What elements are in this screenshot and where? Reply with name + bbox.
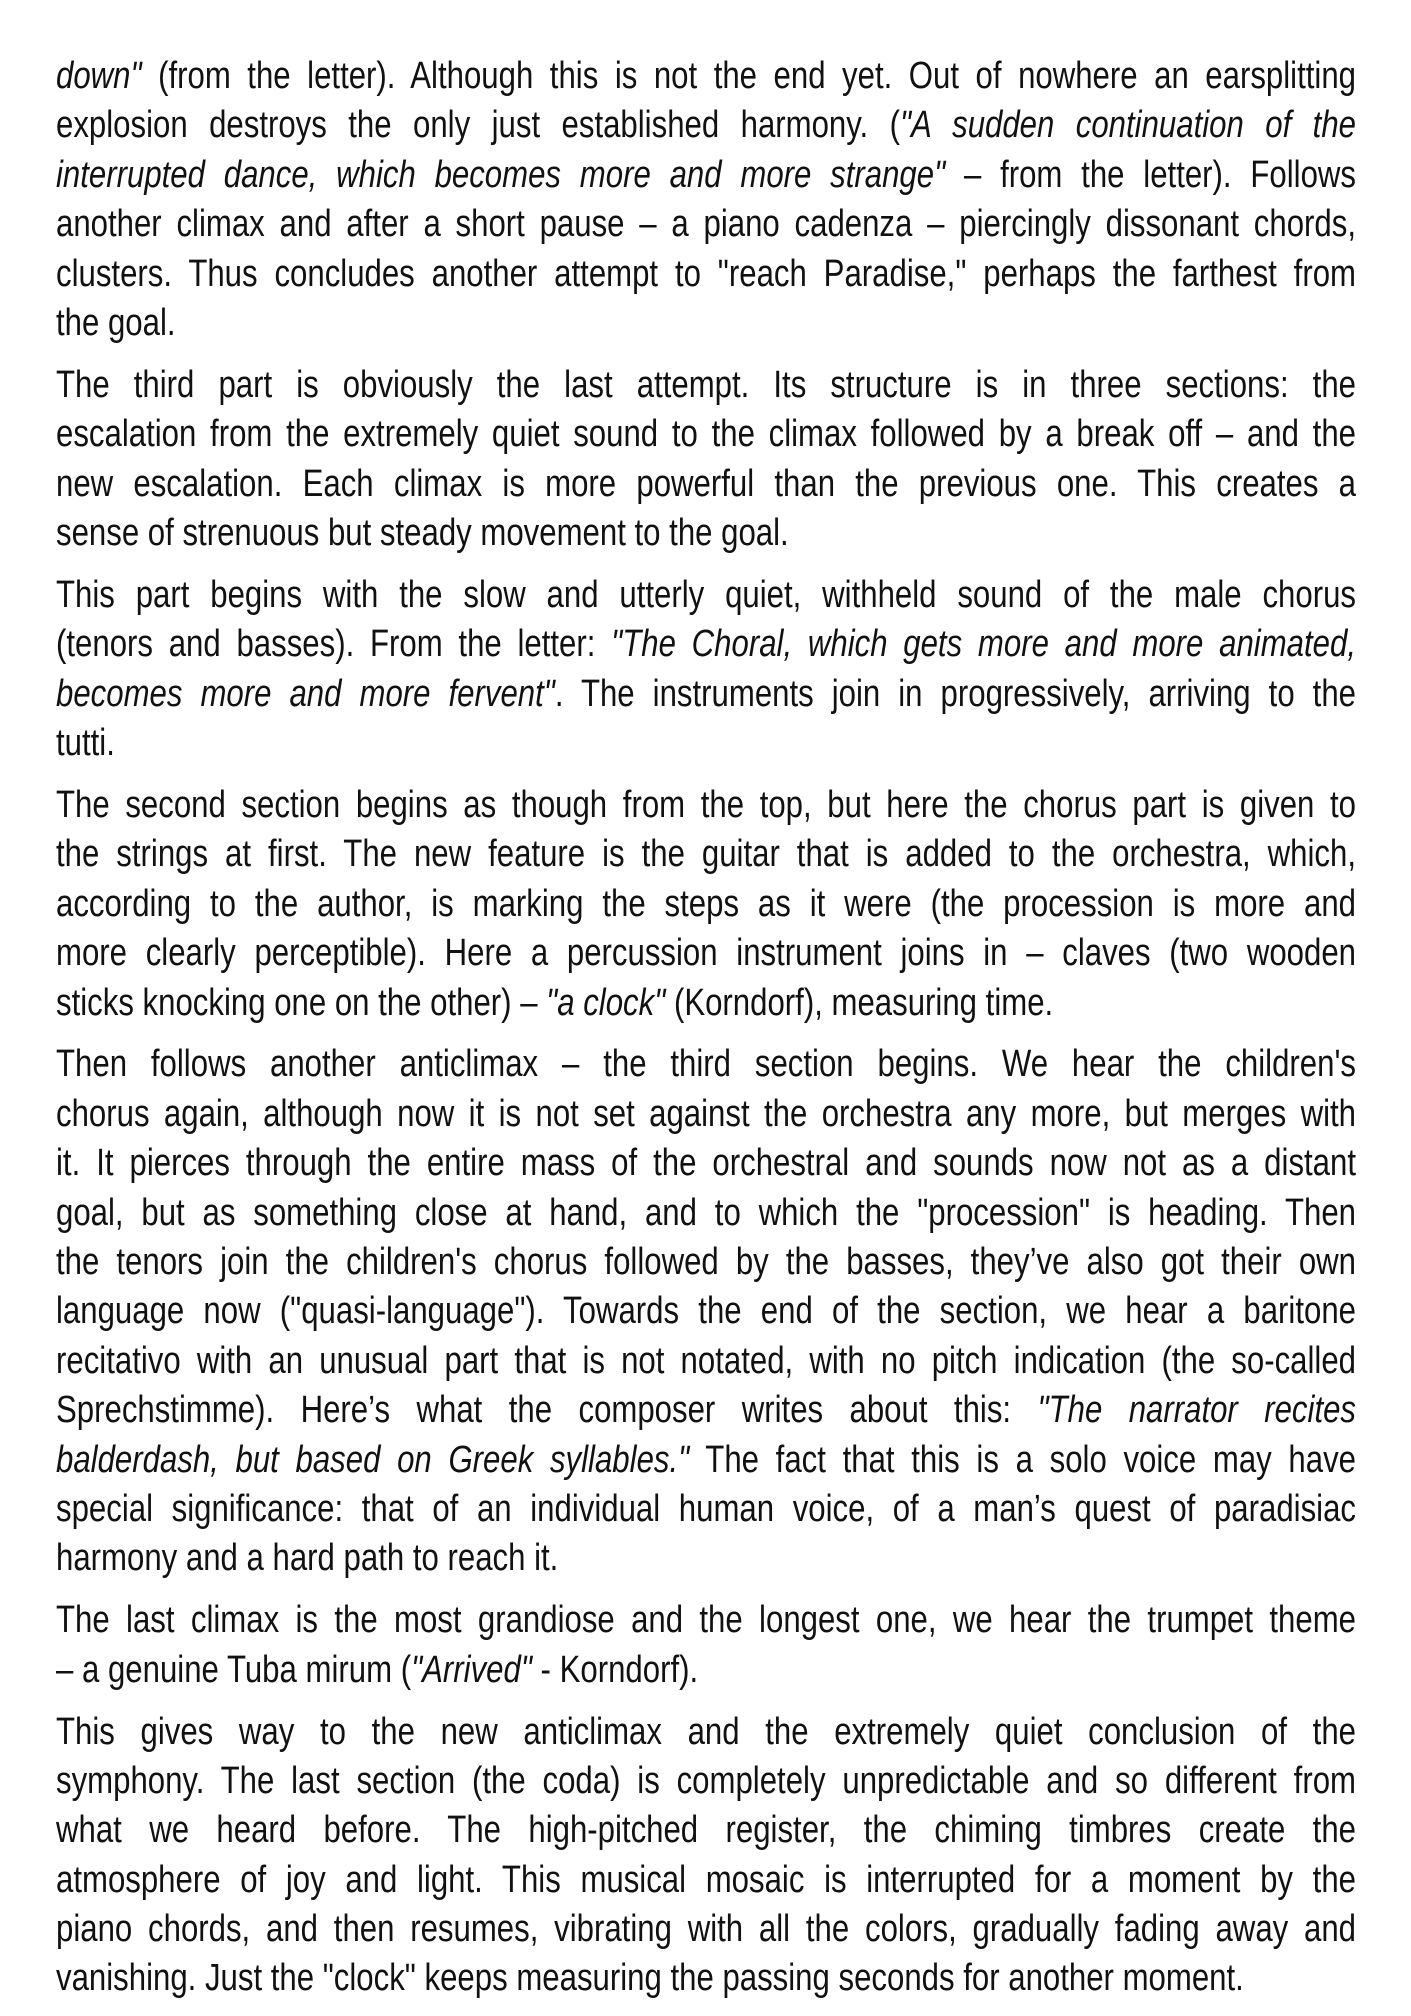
text-line <box>56 1436 1356 1485</box>
line-content <box>56 1189 1356 1238</box>
text-line <box>56 1139 1356 1188</box>
line-content <box>56 620 1356 669</box>
italic-quote-text: "The narrator recites <box>1037 1389 1357 1432</box>
body-text: the tenors join the children's chorus followed by the basses, they’ve also got their own <box>56 1240 1357 1283</box>
body-text: it. It pierces through the entire mass of the orchestral and sounds now not as a distant <box>56 1142 1356 1185</box>
text-line <box>56 1386 1356 1435</box>
line-content <box>56 1534 558 1583</box>
body-text: – from the letter). Follows <box>945 153 1357 196</box>
body-text: (from the letter). Although this is not the end yet. Out of nowhere an earsplitting <box>141 55 1356 97</box>
line-content <box>56 361 1356 410</box>
text-line <box>56 1954 1356 2003</box>
body-text: chorus again, although now it is not set against the orchestra any more, but merges with <box>56 1092 1357 1135</box>
paragraph <box>56 1040 1356 1583</box>
body-text: new escalation. Each climax is more powerful than the previous one. This creates a <box>56 462 1357 505</box>
line-content <box>56 101 1356 150</box>
line-content <box>56 1646 698 1695</box>
line-content <box>56 460 1356 509</box>
line-content <box>56 151 1356 200</box>
text-line <box>56 719 1356 768</box>
text-line <box>56 830 1356 879</box>
text-line <box>56 1596 1356 1645</box>
line-content <box>56 979 1053 1028</box>
text-line <box>56 509 1356 558</box>
text-line <box>56 299 1356 348</box>
line-content <box>56 1485 1356 1534</box>
body-text: special significance: that of an individual human voice, of a man’s quest of paradisiac <box>56 1487 1357 1530</box>
body-text: harmony and a hard path to reach it. <box>56 1537 559 1580</box>
line-content <box>56 880 1356 929</box>
line-content <box>56 200 1356 249</box>
line-content <box>56 571 1356 620</box>
text-line <box>56 1189 1356 1238</box>
italic-quote-text: balderdash, but based on Greek syllables." <box>56 1438 690 1481</box>
line-content <box>56 299 176 348</box>
body-text: atmosphere of joy and light. This musical mosaic is interrupted for a moment by the <box>56 1858 1356 1901</box>
body-text: The second section begins as though from the top, but here the chorus part is given to <box>56 783 1356 826</box>
italic-quote-text: becomes more and more fervent" <box>56 672 555 715</box>
body-text: - Korndorf). <box>531 1648 699 1691</box>
body-text: Then follows another anticlimax – the third section begins. We hear the children's <box>56 1043 1357 1086</box>
line-content <box>56 1954 1244 2003</box>
line-content <box>56 1806 1356 1855</box>
text-line <box>56 460 1356 509</box>
document-page <box>56 52 1356 2016</box>
text-line <box>56 781 1356 830</box>
body-text: explosion destroys the only just established harmony. ( <box>56 104 900 147</box>
body-text: The last climax is the most grandiose and the longest one, we hear the trumpet theme <box>56 1599 1356 1642</box>
body-text: another climax and after a short pause – a piano cadenza – piercingly dissonant chords, <box>56 203 1357 246</box>
body-text: tutti. <box>56 722 115 765</box>
paragraph <box>56 1708 1356 2004</box>
text-line <box>56 1485 1356 1534</box>
line-content <box>56 1090 1356 1139</box>
body-text: more clearly perceptible). Here a percussion instrument joins in – claves (two wooden <box>56 932 1356 975</box>
line-content <box>56 1238 1356 1287</box>
line-content <box>56 830 1356 879</box>
text-line <box>56 151 1356 200</box>
paragraph <box>56 361 1356 559</box>
body-text: sticks knocking one on the other) – <box>56 981 547 1024</box>
italic-quote-text: "Arrived" <box>411 1648 532 1691</box>
line-content <box>56 1856 1356 1905</box>
body-text: The fact that this is a solo voice may have <box>689 1438 1356 1481</box>
line-content <box>56 250 1356 299</box>
italic-quote-text: interrupted dance, which becomes more and more strange" <box>56 153 946 196</box>
body-text: (tenors and basses). From the letter: <box>56 623 612 666</box>
body-text: Sprechstimme). Here’s what the composer writes about this: <box>56 1389 1038 1432</box>
body-text: (Korndorf), measuring time. <box>665 981 1054 1024</box>
line-content <box>56 719 115 768</box>
body-text: piano chords, and then resumes, vibrating with all the colors, gradually fading away and <box>56 1908 1357 1951</box>
body-text: the strings at first. The new feature is the guitar that is added to the orchestra, which, <box>56 833 1356 876</box>
text-line <box>56 200 1356 249</box>
body-text: clusters. Thus concludes another attempt to "reach Paradise," perhaps the farthest from <box>56 252 1357 295</box>
body-text: sense of strenuous but steady movement to the goal. <box>56 512 789 555</box>
text-line <box>56 1905 1356 1954</box>
text-line <box>56 1287 1356 1336</box>
italic-quote-text: down" <box>56 55 142 97</box>
body-text: This part begins with the slow and utterly quiet, withheld sound of the male chorus <box>56 573 1357 616</box>
text-line <box>56 1806 1356 1855</box>
body-text: vanishing. Just the "clock" keeps measuring the passing seconds for another moment. <box>56 1957 1244 2000</box>
line-content <box>56 1040 1356 1089</box>
line-content <box>56 1287 1356 1336</box>
text-line <box>56 410 1356 459</box>
line-content <box>56 670 1356 719</box>
paragraph <box>56 52 1356 348</box>
italic-quote-text: "a clock" <box>546 981 666 1024</box>
line-content <box>56 1386 1356 1435</box>
text-line <box>56 929 1356 978</box>
paragraph <box>56 1596 1356 1695</box>
line-content <box>56 1596 1356 1645</box>
text-line <box>56 1090 1356 1139</box>
line-content <box>56 929 1356 978</box>
line-content <box>56 52 1356 101</box>
body-text: This gives way to the new anticlimax and the extremely quiet conclusion of the <box>56 1710 1357 1753</box>
line-content <box>56 1139 1356 1188</box>
body-text: . The instruments join in progressively, arriving to the <box>554 672 1356 715</box>
paragraph <box>56 571 1356 769</box>
body-text: – a genuine Tuba mirum ( <box>56 1648 412 1691</box>
body-text: escalation from the extremely quiet sound to the climax followed by a break off – and the <box>56 413 1356 456</box>
line-content <box>56 1905 1356 1954</box>
body-text: recitativo with an unusual part that is not notated, with no pitch indication (the so-called <box>56 1339 1356 1382</box>
line-content <box>56 1337 1356 1386</box>
text-line <box>56 620 1356 669</box>
text-line <box>56 250 1356 299</box>
body-text: goal, but as something close at hand, and to which the "procession" is heading. Then <box>56 1191 1356 1234</box>
text-line <box>56 1040 1356 1089</box>
line-content <box>56 1757 1356 1806</box>
body-text: language now ("quasi-language"). Towards the end of the section, we hear a baritone <box>56 1290 1357 1333</box>
italic-quote-text: "A sudden continuation of the <box>899 104 1356 147</box>
text-line <box>56 361 1356 410</box>
line-content <box>56 1708 1356 1757</box>
line-content <box>56 781 1356 830</box>
text-line <box>56 670 1356 719</box>
text-line <box>56 52 1356 101</box>
text-line <box>56 1856 1356 1905</box>
line-content <box>56 410 1356 459</box>
text-line <box>56 1337 1356 1386</box>
text-line <box>56 979 1356 1028</box>
text-line <box>56 1708 1356 1757</box>
body-text: the goal. <box>56 301 176 344</box>
text-line <box>56 880 1356 929</box>
text-line <box>56 1238 1356 1287</box>
body-text: The third part is obviously the last attempt. Its structure is in three sections: the <box>56 363 1357 406</box>
italic-quote-text: "The Choral, which gets more and more animated, <box>611 623 1356 666</box>
body-text: what we heard before. The high-pitched register, the chiming timbres create the <box>56 1809 1357 1852</box>
paragraph <box>56 781 1356 1028</box>
line-content <box>56 509 789 558</box>
text-line <box>56 571 1356 620</box>
text-line <box>56 1757 1356 1806</box>
text-line <box>56 101 1356 150</box>
body-text: according to the author, is marking the steps as it were (the procession is more and <box>56 882 1356 925</box>
line-content <box>56 1436 1356 1485</box>
text-line <box>56 1534 1356 1583</box>
body-text: symphony. The last section (the coda) is completely unpredictable and so different from <box>56 1759 1356 1802</box>
text-line <box>56 1646 1356 1695</box>
